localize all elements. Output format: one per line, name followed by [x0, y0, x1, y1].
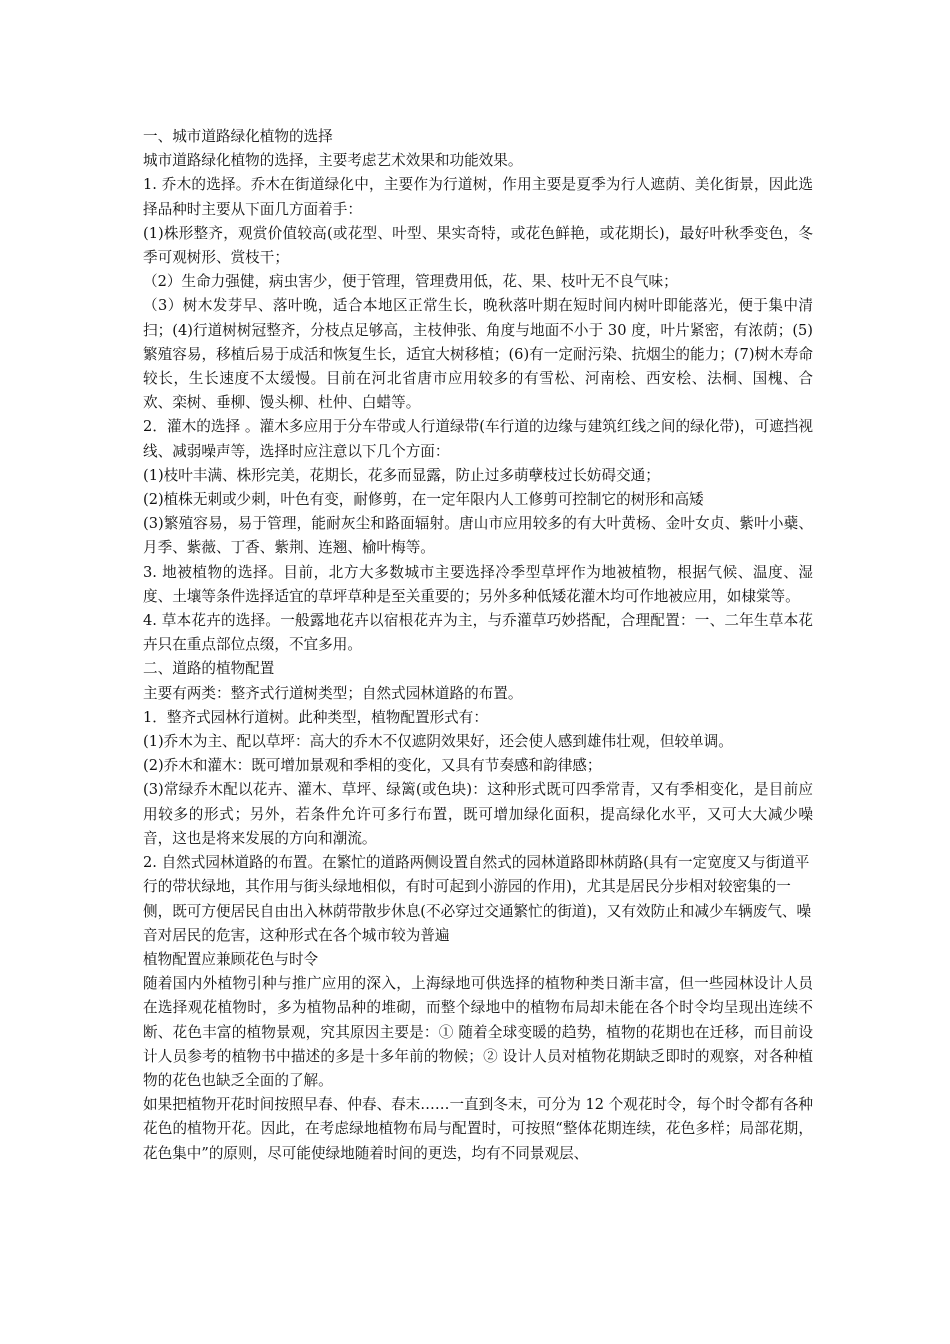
paragraph: （2）生命力强健，病虫害少，便于管理，管理费用低，花、果、枝叶无不良气味；: [143, 273, 678, 291]
section-heading: 二、道路的植物配置: [143, 660, 275, 678]
paragraph: 1. 乔木的选择。乔木在街道绿化中，主要作为行道树，作用主要是夏季为行人遮荫、美化街景，因此选择品种时主要从下面几方面着手：: [143, 176, 813, 218]
document-body: [143, 125, 813, 1166]
paragraph: 如果把植物开花时间按照早春、仲春、春末……一直到冬末，可分为 12 个观花时令，每个时令都有各种花色的植物开花。因此，在考虑绿地植物布局与配置时，可按照“整体花期连续，花色多样；局部花期，花色集中”的原则，尽可能使绿地随着时间的更迭，均有不同景观层、: [143, 1096, 813, 1162]
paragraph: (1)乔木为主、配以草坪：高大的乔木不仅遮阴效果好，还会使人感到雄伟壮观，但较单调。: [143, 733, 733, 751]
paragraph: 城市道路绿化植物的选择，主要考虑艺术效果和功能效果。: [143, 152, 523, 170]
paragraph: 随着国内外植物引种与推广应用的深入，上海绿地可供选择的植物种类日渐丰富，但一些园林设计人员在选择观花植物时，多为植物品种的堆砌，而整个绿地中的植物布局却未能在各个时令均呈现出连续不断、花色丰富的植物景观，究其原因主要是：① 随着全球变暖的趋势，植物的花期也在迁移，而目前设计人员参考的植物书中描述的多是十多年前的物候；② 设计人员对植物花期缺乏即时的观察，对各种植物的花色也缺乏全面的了解。: [143, 975, 813, 1089]
paragraph: (2)植株无刺或少刺，叶色有变，耐修剪，在一定年限内人工修剪可控制它的树形和高矮: [143, 491, 704, 509]
paragraph: 2. 自然式园林道路的布置。在繁忙的道路两侧设置自然式的园林道路即林荫路(具有一定宽度又与街道平行的带状绿地，其作用与街头绿地相似，有时可起到小游园的作用)，尤其是居民分步相对较密集的一侧，既可方便居民自由出入林荫带散步休息(不必穿过交通繁忙的街道)，又有效防止和减少车辆废气、噪音对居民的危害，这种形式在各个城市较为普遍: [143, 854, 812, 944]
paragraph: (3)常绿乔木配以花卉、灌木、草坪、绿篱(或色块)：这种形式既可四季常青，又有季相变化，是目前应用较多的形式；另外，若条件允许可多行布置，既可增加绿化面积，提高绿化水平，又可大大减少噪音，这也是将来发展的方向和潮流。: [143, 781, 813, 847]
paragraph: (1)枝叶丰满、株形完美，花期长，花多而显露，防止过多萌孽枝过长妨碍交通；: [143, 466, 660, 484]
paragraph: 主要有两类：整齐式行道树类型；自然式园林道路的布置。: [143, 684, 523, 702]
subsection-heading: 植物配置应兼顾花色与时令: [143, 950, 319, 968]
paragraph: （3）树木发芽早、落叶晚，适合本地区正常生长，晚秋落叶期在短时间内树叶即能落光，便于集中清扫；(4)行道树树冠整齐，分枝点足够高，主枝伸张、角度与地面不小于 30 度，叶片紧密，有浓荫；(5)繁殖容易，移植后易于成活和恢复生长，适宜大树移植；(6)有一定耐污染、抗烟尘的能力；(7)树木寿命较长，生长速度不太缓慢。目前在河北省唐市应用较多的有雪松、河南桧、西安桧、法桐、国槐、合欢、栾树、垂柳、馒头柳、杜仲、白蜡等。: [143, 297, 813, 412]
paragraph: (3)繁殖容易，易于管理，能耐灰尘和路面辐射。唐山市应用较多的有大叶黄杨、金叶女贞、紫叶小蘗、月季、紫薇、丁香、紫荆、连翘、榆叶梅等。: [143, 515, 813, 557]
paragraph: 2．灌木的选择 。灌木多应用于分车带或人行道绿带(车行道的边缘与建筑红线之间的绿化带)，可遮挡视线、减弱噪声等，选择时应注意以下几个方面：: [143, 418, 813, 460]
paragraph: 1．整齐式园林行道树。此种类型，植物配置形式有：: [143, 708, 488, 726]
paragraph: (1)株形整齐，观赏价值较高(或花型、叶型、果实奇特，或花色鲜艳，或花期长)，最好叶秋季变色，冬季可观树形、赏枝干；: [143, 224, 813, 267]
paragraph: 4. 草本花卉的选择。一般露地花卉以宿根花卉为主，与乔灌草巧妙搭配，合理配置：一、二年生草本花卉只在重点部位点缀，不宜多用。: [143, 612, 813, 654]
paragraph: 3. 地被植物的选择。目前，北方大多数城市主要选择冷季型草坪作为地被植物，根据气候、温度、湿度、土壤等条件选择适宜的草坪草种是至关重要的；另外多种低矮花灌木均可作地被应用，如棣棠等。: [143, 563, 813, 605]
paragraph: (2)乔木和灌木：既可增加景观和季相的变化，又具有节奏感和韵律感；: [143, 757, 602, 775]
section-heading: 一、城市道路绿化植物的选择: [143, 128, 333, 145]
